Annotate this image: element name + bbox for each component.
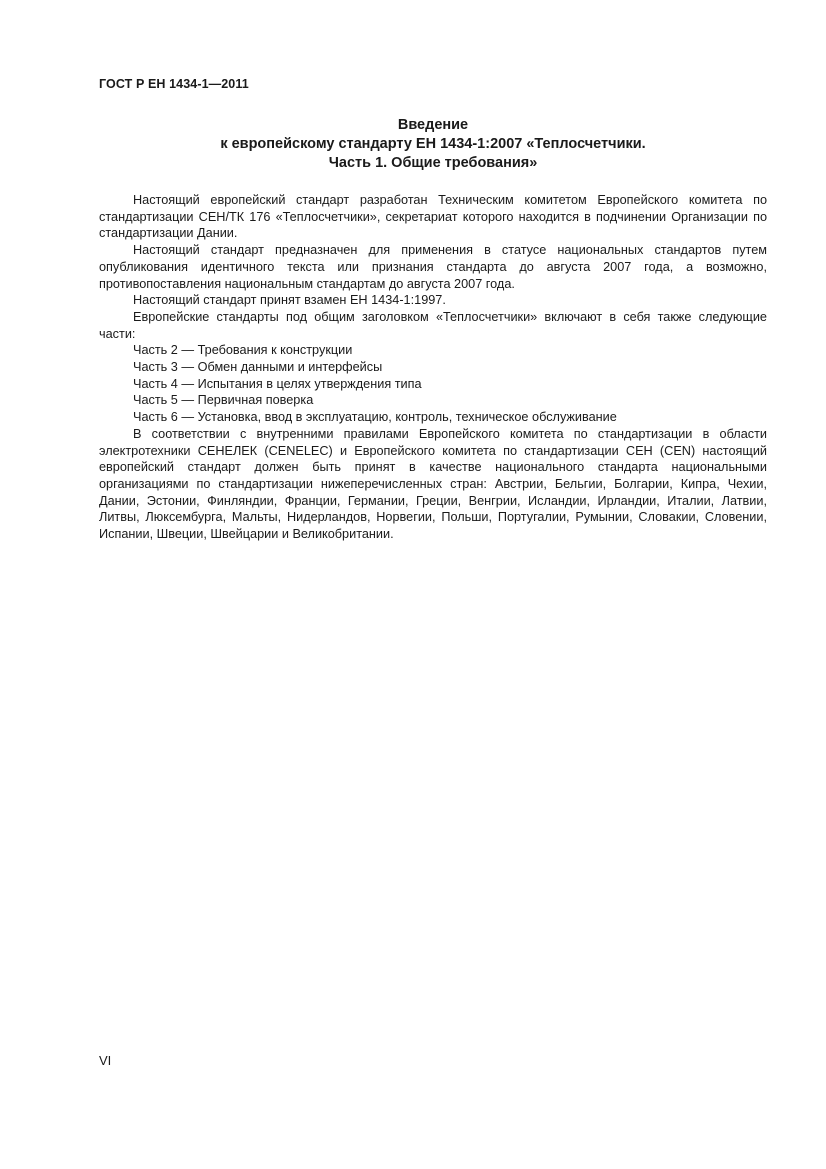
section-title-line-1: Введение	[397, 117, 469, 133]
document-code-header: ГОСТ Р ЕН 1434-1—2011	[99, 77, 249, 91]
section-title-line-2: к европейскому стандарту ЕН 1434-1:2007 «Теплосчетчики.	[220, 136, 646, 152]
part-list-item: Часть 6 — Установка, ввод в эксплуатацию, контроль, техническое обслуживание	[133, 410, 617, 425]
section-title	[99, 116, 767, 173]
paragraph: В соответствии с внутренними правилами Европейского комитета по стандартизации в области электротехники СЕНЕЛЕК (CENELEC) и Европейского комитета по стандартизации СЕН (CEN) настоящий европейский стандарт должен быть принят в качестве национального стандарта национальными организациями по стандартизации нижеперечисленных стран: Австрии, Бельгии, Болгарии, Кипра, Чехии, Дании, Эстонии, Финляндии, Франции, Германии, Греции, Венгрии, Исландии, Ирландии, Италии, Латвии, Литвы, Люксембурга, Мальты, Нидерландов, Норвегии, Польши, Португалии, Румынии, Словакии, Словении, Испании, Швеции, Швейцарии и Великобритании.	[99, 426, 767, 542]
paragraph: Европейские стандарты под общим заголовком «Теплосчетчики» включают в себя также следующие части:	[99, 309, 767, 341]
section-title-line-3: Часть 1. Общие требования»	[328, 155, 538, 171]
part-list-item: Часть 5 — Первичная поверка	[133, 393, 314, 408]
paragraph: Настоящий стандарт принят взамен ЕН 1434-1:1997.	[133, 293, 446, 308]
paragraph: Настоящий стандарт предназначен для применения в статусе национальных стандартов путем опубликования идентичного текста или признания стандарта до августа 2007 года, а возможно, противопоставления национальным стандартам до августа 2007 года.	[99, 243, 767, 291]
part-list-item: Часть 4 — Испытания в целях утверждения типа	[133, 376, 422, 391]
body-text	[99, 192, 767, 543]
part-list-item: Часть 3 — Обмен данными и интерфейсы	[133, 360, 383, 375]
part-list-item: Часть 2 — Требования к конструкции	[133, 343, 353, 358]
paragraph: Настоящий европейский стандарт разработан Техническим комитетом Европейского комитета по стандартизации СЕН/ТК 176 «Теплосчетчики», секретариат которого находится в подчинении Организации по стандартизации Дании.	[99, 193, 767, 241]
page-number: VI	[99, 1053, 112, 1068]
